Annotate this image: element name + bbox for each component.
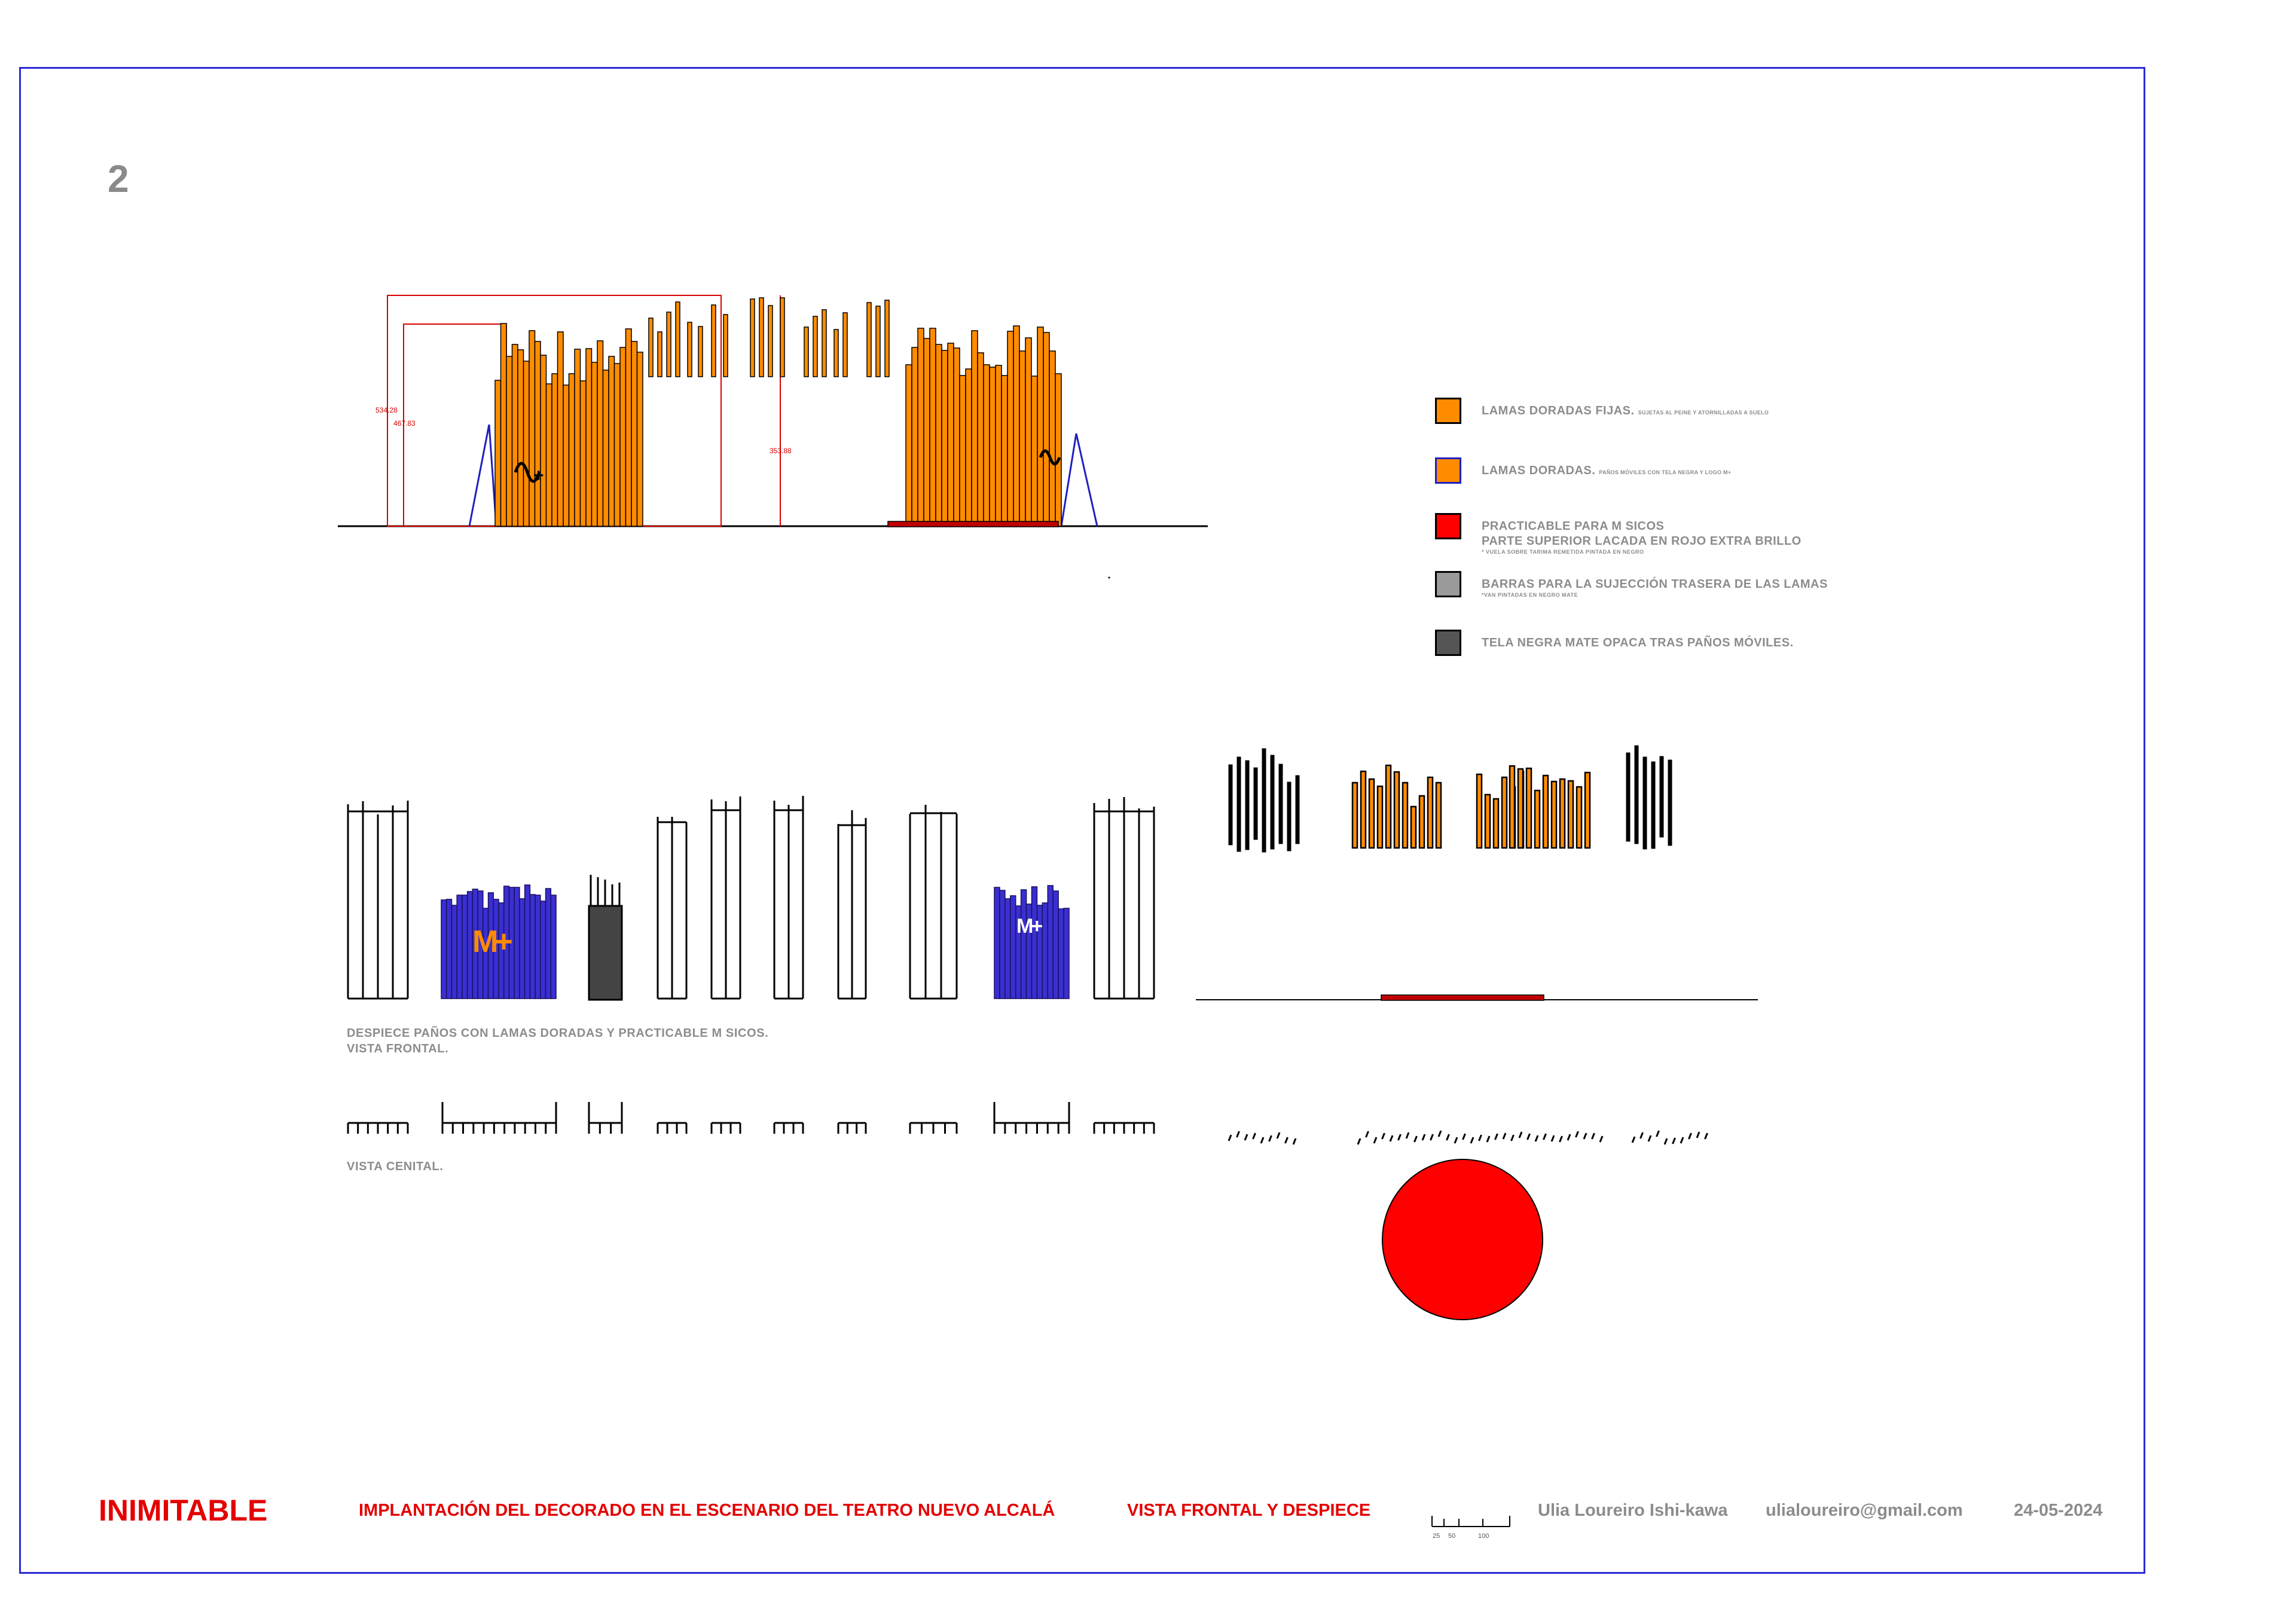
plan-dash [1632,1137,1635,1143]
gold-slat [906,365,912,526]
blue-slat [457,895,462,999]
plan-dash [1600,1136,1602,1142]
legend-platform [1435,513,1802,555]
gold-slat [558,332,564,526]
right-slat-group-2 [1352,765,1441,848]
gold-slat [1485,795,1490,848]
blue-slat [451,905,457,999]
gold-slat [592,362,598,526]
gold-slat [637,352,643,526]
legend-note-platform: * VUELA SOBRE TARIMA REMETIDA PINTADA EN NEGRO [1482,549,1644,555]
plan-dash [1487,1136,1489,1142]
blue-slat [1048,886,1053,999]
dark-slat [1668,760,1672,845]
plan-dash [1366,1131,1369,1137]
author-email: ulialoureiro@gmail.com [1766,1500,1963,1520]
center-slat [804,327,808,377]
plan-dash [1648,1135,1651,1141]
gold-slat [1428,777,1433,848]
blue-slat [1005,899,1010,999]
center-slat [759,298,764,377]
center-slat [712,305,716,377]
right-slat-group-3 [1477,771,1523,848]
right-slat-group-5 [1626,746,1672,849]
plan-dash [1455,1137,1457,1143]
dark-slat [1651,762,1655,848]
legend-label2-platform: PARTE SUPERIOR LACADA EN ROJO EXTRA BRILLO [1482,535,1802,548]
blue-slat [520,899,525,999]
legend-swatch-platform [1435,513,1461,539]
slat-cluster-left [495,323,643,526]
black-cloth [589,906,622,1000]
dark-slat [1635,746,1638,844]
plan-dash [1277,1132,1280,1138]
plan-symbol-1 [348,1123,408,1134]
dark-slat [1660,756,1663,837]
plan-dash [1229,1135,1231,1141]
legend-label-fixed-slats: LAMAS DORADAS FIJAS. [1482,404,1635,417]
center-slat [698,326,703,377]
plan-dash [1673,1138,1675,1144]
legend-detail-mobile-slats: PAÑOS MÓVILES CON TELA NEGRA Y LOGO M+ [1599,469,1732,475]
plan-dash [1560,1136,1562,1142]
plan-dash [1535,1135,1538,1141]
plan-symbol-8 [910,1123,957,1134]
dimension-box-inner [404,324,506,526]
legend-swatch-mobile-slats [1435,457,1461,484]
plan-dash [1528,1134,1530,1140]
plan-view [348,1102,1154,1134]
right-plan-view [1229,1131,1708,1144]
gold-slat [972,331,978,526]
legend-label-mobile-slats: LAMAS DORADAS. [1482,464,1596,477]
plan-dash [1552,1135,1554,1141]
plan-symbol-6 [774,1123,803,1134]
dark-slat [1279,764,1283,844]
legend-bars [1435,571,1828,599]
gold-slat [1025,338,1031,526]
musicians-platform-breakdown [1381,995,1544,1000]
gold-slat [506,356,512,526]
plan-dash [1705,1133,1708,1139]
gold-slat [563,385,569,526]
scale-label-25: 25 [1433,1533,1440,1540]
gold-slat [1494,799,1498,848]
center-slat [867,303,871,377]
plan-dash [1665,1138,1667,1144]
right-slat-group-4 [1510,766,1590,848]
gold-slat [495,380,501,526]
center-slat [768,306,773,377]
plan-dash [1374,1137,1376,1143]
scale-label-50: 50 [1448,1533,1456,1540]
gold-slat [620,347,626,526]
gold-slat [1518,769,1523,848]
slat-grille-7 [1094,797,1154,999]
gold-slat [1560,779,1565,848]
gold-slat [912,347,918,526]
center-slat [649,318,653,377]
gold-slat [960,376,966,526]
blue-slat [1042,903,1048,999]
center-slat [676,302,680,377]
plan-dash [1253,1133,1256,1139]
gold-slat [1510,766,1515,848]
blue-slat [441,900,447,999]
plan-dash [1390,1135,1393,1141]
gold-slat [936,344,942,526]
gold-slat [1419,796,1424,848]
center-slat [876,306,880,377]
plan-dash [1697,1132,1699,1138]
plan-symbol-3 [589,1102,622,1134]
gold-slat [1013,326,1019,526]
gold-slat [626,329,632,526]
slat-grille-4 [774,796,803,999]
gold-slat [1394,772,1399,848]
plan-dash [1422,1134,1425,1140]
gold-slat [978,353,984,526]
dark-slat [1262,749,1266,852]
gold-slat [535,341,541,526]
gold-slat [984,365,990,526]
legend-fixed-slats [1435,398,1769,424]
right-slat-group-1 [1229,749,1299,852]
gold-slat [1386,765,1391,848]
right-slat-arrangement [1229,746,1672,852]
gold-slat [1436,783,1441,848]
plan-dash [1293,1138,1296,1144]
blue-slat [530,895,535,999]
support-line-right-2 [1061,434,1076,526]
gold-slat [1552,782,1556,848]
page-number: 2 [108,157,129,200]
dark-slat [1245,761,1249,850]
gold-slat [541,355,546,526]
legend-swatch-black-cloth [1435,630,1461,656]
center-slat [723,315,728,377]
caption-breakdown-line1: DESPIECE PAÑOS CON LAMAS DORADAS Y PRACTICABLE M SICOS. [347,1027,769,1040]
legend-label-platform: PRACTICABLE PARA M SICOS [1482,520,1665,533]
blue-slat [1053,891,1058,999]
plan-dash [1269,1135,1272,1141]
dark-slat [1229,765,1232,845]
gold-slat [1002,376,1007,526]
plan-dash [1439,1131,1441,1137]
gold-slat [1043,332,1049,526]
plan-dash [1382,1133,1385,1139]
blue-slat [1032,887,1037,999]
gold-slat [524,361,530,526]
plan-dash [1641,1132,1643,1138]
gold-slat [512,344,518,526]
gold-slat [518,350,524,526]
dark-slat [1626,753,1630,841]
gold-slat [1352,783,1357,848]
gold-slat [996,365,1002,526]
gold-slat [569,374,575,526]
gold-slat [990,367,996,526]
view-name: VISTA FRONTAL Y DESPIECE [1127,1500,1371,1520]
blue-slat [1010,896,1016,999]
gold-slat [966,369,972,526]
breakdown-front-view [348,796,1154,1000]
plan-dash [1495,1134,1498,1140]
musicians-platform-elevation [888,521,1058,527]
logo-plus-left: + [533,466,544,486]
gold-slat [930,328,936,526]
scale-label-100: 100 [1478,1533,1489,1540]
blue-slat [514,887,520,999]
plan-dash [1503,1133,1506,1139]
logo-panel-large [472,924,509,960]
blue-slat [1064,908,1069,999]
gold-slat [552,374,558,526]
plan-dash [1657,1131,1659,1137]
plan-dash [1689,1133,1692,1139]
plan-symbol-10 [1094,1123,1154,1134]
logo-glyph-large: M+ [472,924,509,959]
plan-dash [1512,1135,1514,1141]
gold-slat [1031,376,1037,526]
logo-panel-small [1016,915,1040,938]
blue-slat [509,887,514,999]
gold-slat [501,323,507,526]
dimension-label-1: 534.28 [375,406,398,414]
support-line-left [469,425,489,526]
gold-slat [597,341,603,526]
gold-slat [1502,777,1507,848]
plan-dash [1286,1137,1288,1143]
logo-glyph-small: M+ [1016,915,1041,938]
show-title: INIMITABLE [99,1494,268,1527]
plan-dash [1406,1132,1409,1138]
center-slat [822,310,826,377]
legend-swatch-bars [1435,571,1461,597]
center-slat [667,312,671,377]
gold-slat [942,350,948,526]
legend-swatch-fixed-slats [1435,398,1461,424]
plan-symbol-7 [838,1123,866,1134]
plan-dash [1576,1131,1578,1137]
blue-slat [462,895,468,999]
center-slat [843,313,847,377]
gold-slat [918,328,924,526]
gold-slat [546,384,552,526]
gold-slat [631,341,637,526]
gold-slat [603,370,609,526]
slat-cluster-center [649,298,889,377]
blue-slat [1021,890,1027,999]
blue-slat [535,895,541,999]
center-slat [658,332,662,377]
blue-slat [525,885,530,999]
slat-grille-2 [658,817,686,999]
gold-slat [1378,786,1382,848]
dimension-label-2: 467.83 [393,419,416,428]
black-cloth-panel [589,875,622,1000]
gold-slat [575,349,581,526]
plan-symbol-2 [442,1102,556,1134]
gold-slat [1411,807,1416,848]
blue-slat [447,899,452,999]
legend-detail-fixed-slats: SUJETAS AL PEINE Y ATORNILLADAS A SUELO [1638,410,1769,416]
dimension-label-3: 353.88 [770,447,792,455]
author-name: Ulia Loureiro Ishi-kawa [1538,1500,1728,1520]
dark-slat [1254,768,1257,840]
center-slat [780,298,784,377]
platform-plan-circle [1382,1159,1543,1320]
center-slat [688,322,692,377]
blue-slat [1058,909,1064,999]
footer-title-block [99,1494,267,1527]
plan-dash [1261,1137,1263,1143]
gold-slat [586,349,592,526]
plan-dash [1447,1134,1449,1140]
gold-slat [1049,351,1055,526]
mobile-panel-small [994,886,1069,999]
gold-slat [581,381,587,526]
gold-slat [1019,351,1025,526]
plan-symbol-9 [994,1102,1069,1134]
gold-slat [1543,776,1548,848]
scale-bar [1432,1516,1510,1527]
dark-slat [1271,755,1274,849]
drawing-description: IMPLANTACIÓN DEL DECORADO EN EL ESCENARIO DEL TEATRO NUEVO ALCALÁ [359,1500,1055,1520]
plan-dash [1245,1134,1247,1140]
gold-slat [1568,781,1573,848]
slat-grille-6 [910,805,957,999]
caption-breakdown-line2: VISTA FRONTAL. [347,1042,449,1055]
gold-slat [1361,771,1366,848]
slat-grille-5 [838,810,866,999]
blue-slat [546,889,551,999]
center-slat [750,299,755,377]
gold-slat [1007,331,1013,526]
gold-slat [1369,779,1374,848]
legend-label-bars: BARRAS PARA LA SUJECCIÓN TRASERA DE LAS LAMAS [1482,578,1828,591]
plan-dash [1568,1134,1570,1140]
legend-note-bars: *VAN PINTADAS EN NEGRO MATE [1482,592,1578,598]
slat-grille-1 [348,801,408,999]
slat-cluster-right [906,326,1061,526]
gold-slat [954,348,960,526]
front-elevation [338,295,1208,579]
plan-dash [1358,1138,1360,1144]
gold-slat [948,343,954,526]
gold-slat [1477,774,1482,848]
gold-slat [529,331,535,526]
gold-slat [1535,790,1540,848]
blue-slat [551,895,556,999]
plan-dash [1544,1134,1546,1140]
center-slat [813,316,817,377]
drawing-date: 24-05-2024 [2014,1500,2103,1520]
gold-slat [615,364,621,526]
caption-breakdown [347,1025,768,1057]
plan-dash [1479,1135,1482,1141]
plan-dash [1681,1137,1683,1143]
gold-slat [1577,787,1581,848]
plan-dash [1415,1136,1417,1142]
plan-symbol-5 [712,1123,740,1134]
plan-dash [1463,1134,1465,1140]
blue-slat [1000,890,1005,999]
gold-slat [609,356,615,526]
legend-black-cloth [1435,630,1794,656]
caption-plan-view: VISTA CENITAL. [347,1160,444,1173]
plan-dash [1237,1131,1239,1137]
small-dot [1109,577,1110,579]
plan-dash [1519,1132,1522,1138]
support-line-right [1076,434,1097,526]
slat-grille-3 [712,796,740,999]
legend-label-black-cloth: TELA NEGRA MATE OPACA TRAS PAÑOS MÓVILES. [1482,636,1794,649]
plan-dash [1431,1134,1433,1140]
dark-slat [1643,757,1647,849]
blue-slat [541,901,546,999]
plan-dash [1471,1137,1473,1143]
dark-slat [1237,757,1241,851]
center-slat [834,329,838,377]
plan-dash [1584,1133,1586,1139]
gold-slat [1055,374,1061,526]
center-slat [885,300,889,377]
plan-symbol-4 [658,1123,686,1134]
gold-slat [1526,768,1531,848]
plan-dash [1399,1134,1401,1140]
blue-slat [994,887,1000,999]
gold-slat [1037,327,1043,526]
dark-slat [1296,776,1299,844]
gold-slat [1403,783,1407,848]
plan-dash [1592,1133,1595,1139]
legend-mobile-slats [1435,457,1731,484]
dark-slat [1287,782,1291,851]
gold-slat [1585,773,1590,848]
gold-slat [924,338,930,526]
